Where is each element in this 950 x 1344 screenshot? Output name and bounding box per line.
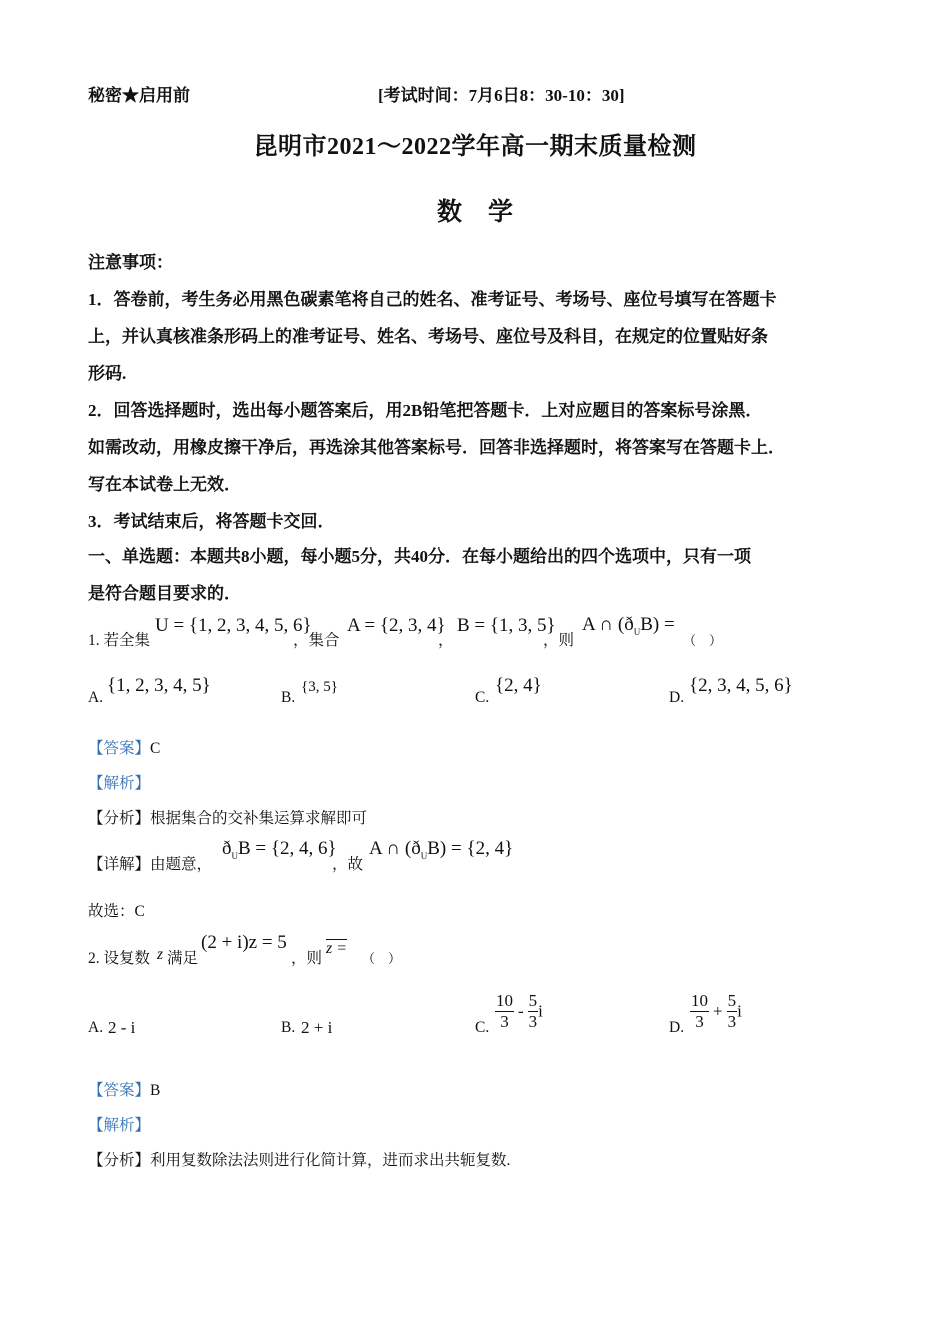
page-title: 昆明市2021～2022学年高一期末质量检测: [253, 134, 697, 160]
fenxi-text: 利用复数除法法则进行化简计算，进而求出共轭复数.: [150, 1152, 511, 1169]
notes-line: 3．考试结束后，将答题卡交回．: [88, 512, 335, 531]
notes-line: 2．回答选择题时，选出每小题答案后，用2B铅笔把答题卡．上对应题目的答案标号涂黑．: [88, 401, 763, 420]
denominator: 3: [500, 1011, 509, 1031]
fraction: [727, 992, 738, 1031]
q2-option-c: [495, 992, 543, 1031]
q1-expr-sub: U: [633, 626, 641, 637]
q1-option-c-label: C.: [475, 689, 490, 706]
q2-option-a: 2 - i: [108, 1018, 136, 1037]
q2-text: 满足: [167, 950, 199, 967]
q2-option-c-label: C.: [475, 1019, 490, 1036]
q2-variable: z: [157, 946, 164, 963]
confidential-mark: 秘密★启用前: [88, 86, 190, 105]
q2-prefix: 2. 设复数: [88, 950, 151, 967]
q1-text: ，: [438, 632, 454, 649]
q1-set-a: A = {2, 3, 4}: [347, 615, 446, 636]
q1-option-b-label: B.: [281, 689, 296, 706]
section-heading: 是符合题目要求的．: [88, 584, 241, 603]
q2-fenxi: [88, 1148, 510, 1170]
intersection-sub: U: [420, 850, 428, 861]
notes-line: 如需改动，用橡皮擦干净后，再选涂其他答案标号．回答非选择题时，将答案写在答题卡上．: [88, 438, 785, 457]
denominator: 3: [528, 1011, 538, 1031]
q1-option-b: {3, 5}: [301, 679, 338, 695]
answer-tag: 【答案】: [88, 1082, 151, 1099]
numerator: 5: [528, 991, 538, 1010]
q1-expr-a: A ∩ (ð: [582, 614, 634, 635]
intersection-expr: A ∩ (ð: [369, 838, 421, 859]
numerator: 10: [691, 991, 708, 1010]
q2-option-d-label: D.: [669, 1019, 685, 1036]
q1-detail-text: ，故: [332, 856, 364, 873]
analysis-tag: 【解析】: [88, 775, 151, 792]
q1-option-c: {2, 4}: [495, 675, 542, 696]
answer-value: B: [150, 1082, 161, 1099]
exam-time: [考试时间：7月6日8：30-10：30]: [378, 86, 625, 105]
q2-equation: (2 + i)z = 5: [201, 932, 287, 953]
q1-option-d-label: D.: [669, 689, 685, 706]
operator: +: [713, 1001, 723, 1021]
denominator: 3: [695, 1011, 704, 1031]
denominator: 3: [727, 1011, 737, 1031]
q2-answer: [88, 1078, 160, 1100]
notes-line: 写在本试卷上无效．: [88, 475, 241, 494]
q2-answer-blank: （ ）: [362, 951, 402, 966]
notes-heading: 注意事项：: [88, 253, 173, 272]
fenxi-text: 根据集合的交补集运算求解即可: [150, 810, 368, 827]
detail-text: 由题意，: [150, 856, 213, 873]
notes-line: 上，并认真核准条形码上的准考证号、姓名、考场号、座位号及科目，在规定的位置贴好条: [88, 327, 768, 346]
q1-expression: [582, 614, 675, 637]
q1-set-u: U = {1, 2, 3, 4, 5, 6}: [155, 615, 312, 636]
fenxi-tag: 【分析】: [88, 810, 151, 827]
q1-option-a-label: A.: [88, 689, 104, 706]
notes-line: 形码.: [88, 364, 127, 383]
q1-set-b: B = {1, 3, 5}: [457, 615, 556, 636]
fraction: [495, 992, 514, 1031]
q1-prefix: 1. 若全集: [88, 632, 151, 649]
q1-answer: [88, 736, 160, 758]
complement-symbol: ð: [222, 838, 232, 859]
q1-text: ，则: [543, 632, 575, 649]
q1-text: ，集合: [293, 632, 340, 649]
q1-conclusion: 故选：C: [88, 903, 145, 920]
q1-detail: [88, 852, 212, 874]
section-heading: 一、单选题：本题共8小题，每小题5分，共40分．在每小题给出的四个选项中，只有一项: [88, 547, 751, 566]
q1-answer-blank: （ ）: [683, 633, 723, 648]
q1-detail-math1: [222, 838, 337, 861]
q2-option-b-label: B.: [281, 1019, 296, 1036]
q1-expr-b: B) =: [640, 614, 675, 635]
imaginary-unit: i: [737, 1001, 742, 1021]
q2-option-a-label: A.: [88, 1019, 104, 1036]
complement-sub: U: [231, 850, 238, 861]
complement-result: B = {2, 4, 6}: [238, 838, 337, 859]
analysis-tag: 【解析】: [88, 1117, 151, 1134]
detail-tag: 【详解】: [88, 856, 151, 873]
conjugate-var: z =: [326, 940, 348, 957]
q2-option-d: [690, 992, 742, 1031]
q2-option-b: 2 + i: [301, 1018, 333, 1037]
notes-line: 1．答卷前，考生务必用黑色碳素笔将自己的姓名、准考证号、考场号、座位号填写在答题卡: [88, 290, 777, 309]
answer-value: C: [150, 740, 161, 757]
q2-conjugate: [326, 940, 347, 958]
fraction: [690, 992, 709, 1031]
q1-option-d: {2, 3, 4, 5, 6}: [689, 675, 793, 696]
answer-tag: 【答案】: [88, 740, 151, 757]
fenxi-tag: 【分析】: [88, 1152, 151, 1169]
q1-option-a: {1, 2, 3, 4, 5}: [107, 675, 211, 696]
fraction: [528, 992, 539, 1031]
q1-detail-math2: [369, 838, 513, 861]
imaginary-unit: i: [538, 1001, 543, 1021]
intersection-result: B) = {2, 4}: [427, 838, 514, 859]
numerator: 10: [496, 991, 513, 1010]
operator: -: [518, 1001, 524, 1021]
q2-text: ，则: [291, 950, 323, 967]
subject-title: 数学: [436, 199, 539, 226]
q1-fenxi: [88, 806, 367, 828]
numerator: 5: [727, 991, 737, 1010]
